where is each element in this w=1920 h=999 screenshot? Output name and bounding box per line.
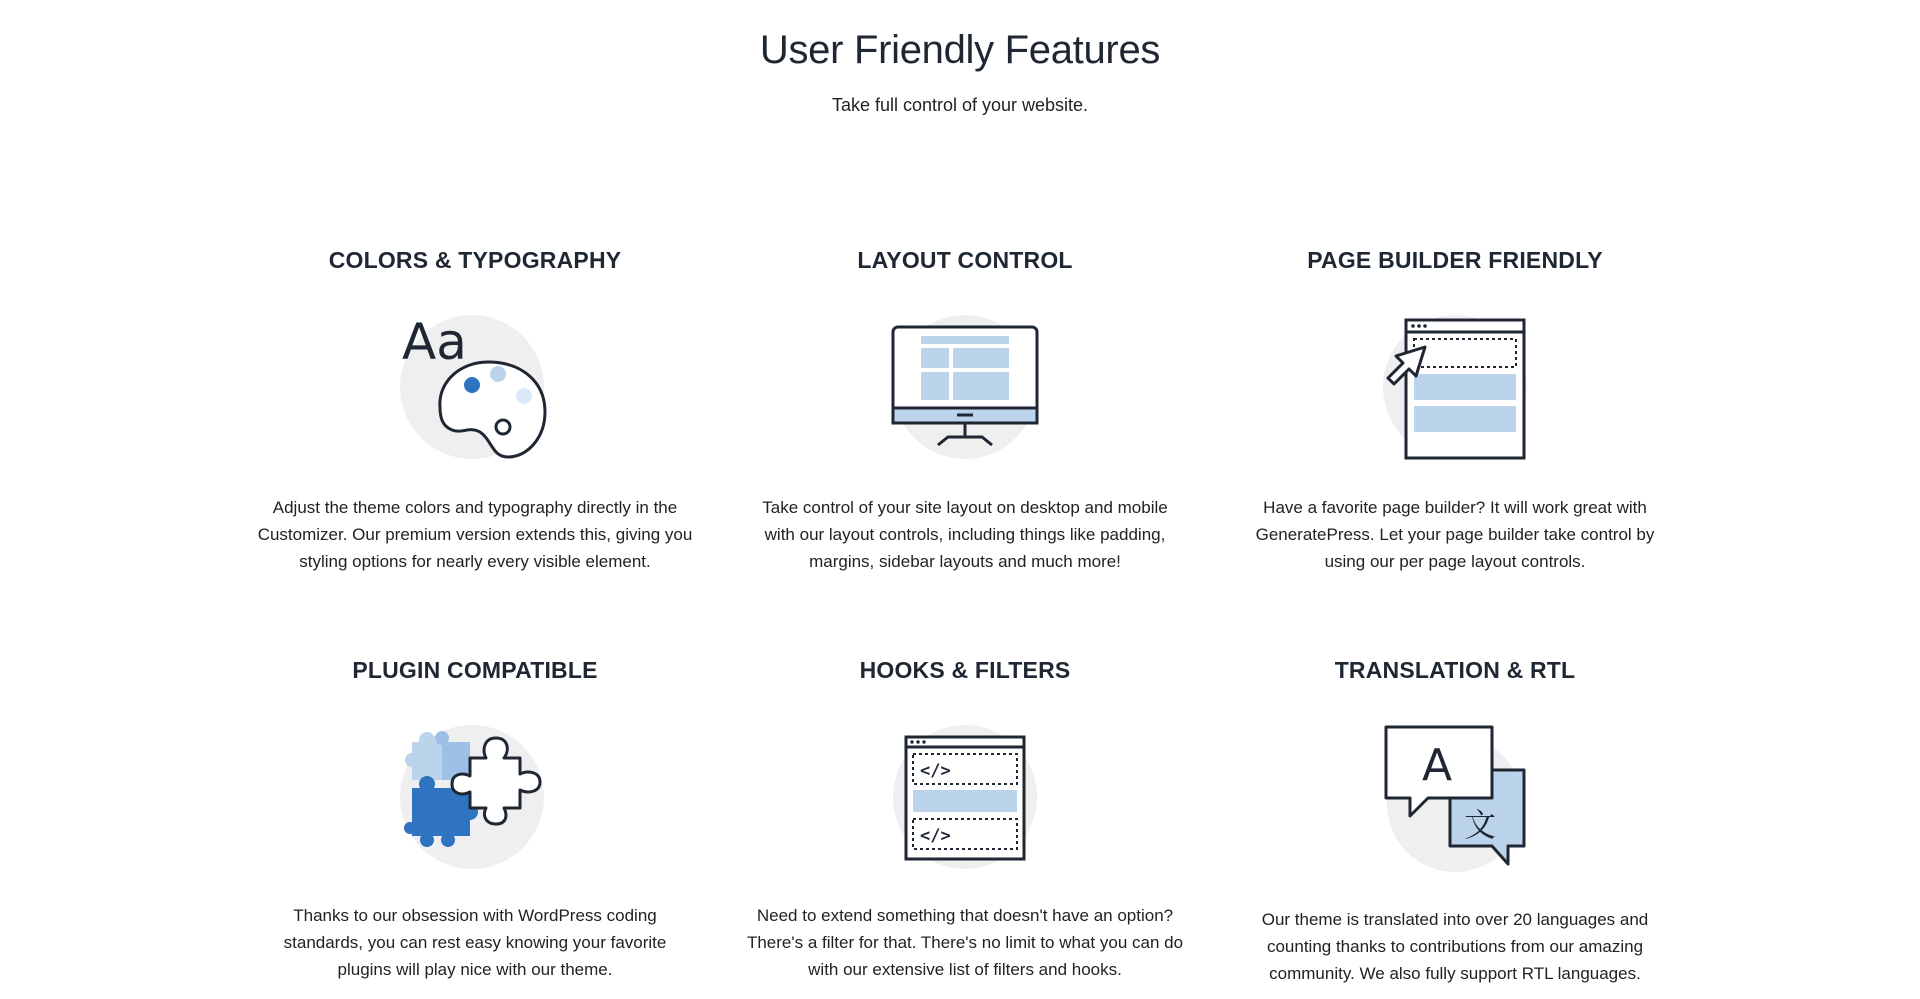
- feature-layout-control: [735, 243, 1195, 575]
- feature-title: PLUGIN COMPATIBLE: [352, 657, 598, 683]
- feature-description: Adjust the theme colors and typography directly in the Customizer. Our premium version extends this, giving you styling options for nearly every visible element.: [257, 498, 693, 571]
- feature-translation-rtl: [1225, 653, 1685, 987]
- desktop-monitor-icon: [890, 312, 1040, 462]
- page-builder-cursor-icon: [1380, 312, 1530, 462]
- glyph-cjk: 文: [1463, 806, 1497, 844]
- feature-title: PAGE BUILDER FRIENDLY: [1307, 247, 1603, 273]
- palette-aa-glyph: Aa: [402, 313, 467, 371]
- code-tag-top: </>: [920, 761, 951, 781]
- feature-plugin-compatible: [245, 653, 705, 983]
- section-title: User Friendly Features: [759, 28, 1161, 72]
- feature-description: Thanks to our obsession with WordPress coding standards, you can rest easy knowing your favorite plugins will play nice with our theme.: [283, 906, 667, 979]
- feature-description: Need to extend something that doesn't have an option? There's a filter for that. There's no limit to what you can do with our extensive list of filters and hooks.: [746, 906, 1184, 979]
- feature-title: HOOKS & FILTERS: [859, 657, 1071, 683]
- palette-typography-icon: [400, 312, 550, 462]
- feature-description: Take control of your site layout on desktop and mobile with our layout controls, including things like padding, margins, sidebar layouts and much more!: [762, 498, 1168, 571]
- code-window-icon: [890, 722, 1040, 872]
- feature-title: TRANSLATION & RTL: [1334, 657, 1576, 683]
- code-tag-bottom: </>: [920, 826, 951, 846]
- feature-colors-typography: [245, 243, 705, 575]
- feature-page-builder-friendly: [1225, 243, 1685, 575]
- feature-hooks-filters: [735, 653, 1195, 983]
- section-subtitle: Take full control of your website.: [831, 95, 1089, 115]
- translation-speech-bubbles-icon: [1380, 722, 1530, 872]
- feature-description: Have a favorite page builder? It will work great with GeneratePress. Let your page builder take control by using our per page layout controls.: [1255, 498, 1655, 571]
- puzzle-pieces-icon: [400, 722, 550, 872]
- feature-title: COLORS & TYPOGRAPHY: [328, 247, 622, 273]
- feature-title: LAYOUT CONTROL: [857, 247, 1073, 273]
- feature-description: Our theme is translated into over 20 languages and counting thanks to contributions from our amazing community. We also fully support RTL languages.: [1261, 910, 1649, 983]
- glyph-latin-a: A: [1421, 740, 1453, 791]
